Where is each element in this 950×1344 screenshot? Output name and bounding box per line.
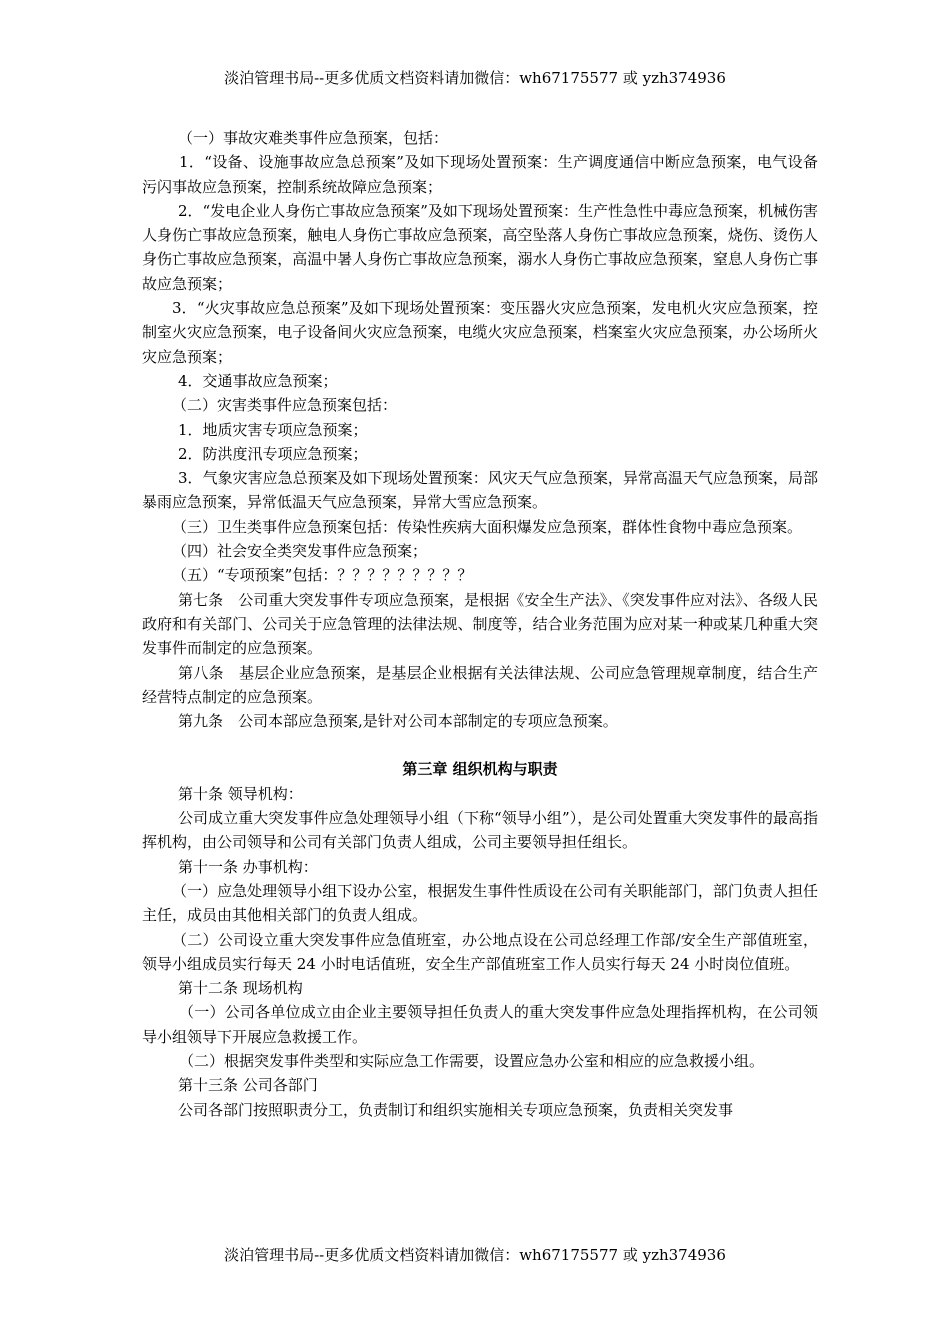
paragraph: 4．交通事故应急预案； xyxy=(178,371,338,390)
paragraph: （二）公司设立重大突发事件应急值班室，办公地点设在公司总经理工作部/安全生产部值班室，领导小组成员实行每天 24 小时电话值班，安全生产部值班室工作人员实行每天 24 小时岗位值班。 xyxy=(142,930,818,973)
paragraph: 3．“火灾事故应急总预案”及如下现场处置预案：变压器火灾应急预案，发电机火灾应急预案，控制室火灾应急预案，电子设备间火灾应急预案，电缆火灾应急预案，档案室火灾应急预案，办公场所火灾应急预案； xyxy=(142,299,818,366)
paragraph: （四）社会安全类突发事件应急预案； xyxy=(172,542,428,561)
page-footer: 淡泊管理书局--更多优质文档资料请加微信：wh67175577 或 yzh374936 xyxy=(224,1246,726,1264)
article-13-title: 第十三条 公司各部门 xyxy=(178,1076,318,1095)
paragraph: （一）事故灾难类事件应急预案，包括： xyxy=(178,129,449,147)
article-12-title: 第十二条 现场机构 xyxy=(178,979,303,998)
paragraph: 2．“发电企业人身伤亡事故应急预案”及如下现场处置预案：生产性急性中毒应急预案，机械伤害人身伤亡事故应急预案，触电人身伤亡事故应急预案，高空坠落人身伤亡事故应急预案，烧伤、烫伤人身伤亡事故应急预案，高温中暑人身伤亡事故应急预案，溺水人身伤亡事故应急预案，窒息人身伤亡事故应急预案； xyxy=(142,201,818,293)
section-spacer xyxy=(142,733,818,757)
document-body xyxy=(142,126,818,1122)
paragraph: （二）灾害类事件应急预案包括： xyxy=(172,396,398,415)
paragraph: （一）应急处理领导小组下设办公室，根据发生事件性质设在公司有关职能部门，部门负责人担任主任，成员由其他相关部门的负责人组成。 xyxy=(142,881,818,925)
article-8: 第八条 基层企业应急预案，是基层企业根据有关法律法规、公司应急管理规章制度，结合生产经营特点制定的应急预案。 xyxy=(142,663,818,706)
paragraph: 1．“设备、设施事故应急总预案”及如下现场处置预案：生产调度通信中断应急预案，电气设备污闪事故应急预案，控制系统故障应急预案； xyxy=(142,153,818,196)
paragraph: 1．地质灾害专项应急预案； xyxy=(178,420,368,439)
paragraph: 公司成立重大突发事件应急处理领导小组（下称“领导小组”），是公司处置重大突发事件的最高指挥机构，由公司领导和公司有关部门负责人组成，公司主要领导担任组长。 xyxy=(142,809,818,852)
article-11-title: 第十一条 办事机构： xyxy=(178,857,318,876)
paragraph: 2．防洪度汛专项应急预案； xyxy=(178,444,368,463)
article-9: 第九条 公司本部应急预案,是针对公司本部制定的专项应急预案。 xyxy=(178,712,618,731)
page-header: 淡泊管理书局--更多优质文档资料请加微信：wh67175577 或 yzh374936 xyxy=(224,69,726,87)
paragraph: （一）公司各单位成立由企业主要领导担任负责人的重大突发事件应急处理指挥机构，在公司领导小组领导下开展应急救援工作。 xyxy=(142,1003,818,1046)
paragraph: （五）“专项预案”包括：？？？？？？？？？ xyxy=(172,566,473,585)
paragraph: 3．气象灾害应急总预案及如下现场处置预案：风灾天气应急预案，异常高温天气应急预案，局部暴雨应急预案，异常低温天气应急预案，异常大雪应急预案。 xyxy=(142,469,818,512)
paragraph: （三）卫生类事件应急预案包括：传染性疾病大面积爆发应急预案，群体性食物中毒应急预案。 xyxy=(172,517,803,536)
paragraph: 公司各部门按照职责分工，负责制订和组织实施相关专项应急预案，负责相关突发事 xyxy=(178,1100,734,1119)
article-10-title: 第十条 领导机构： xyxy=(178,784,303,803)
article-7: 第七条 公司重大突发事件专项应急预案，是根据《安全生产法》、《突发事件应对法》、各级人民政府和有关部门、公司关于应急管理的法律法规、制度等，结合业务范围为应对某一种或某几种重大突发事件而制定的应急预案。 xyxy=(142,590,818,658)
chapter-heading: 第三章 组织机构与职责 xyxy=(402,760,558,779)
paragraph: （二）根据突发事件类型和实际应急工作需要，设置应急办公室和相应的应急救援小组。 xyxy=(179,1051,765,1070)
